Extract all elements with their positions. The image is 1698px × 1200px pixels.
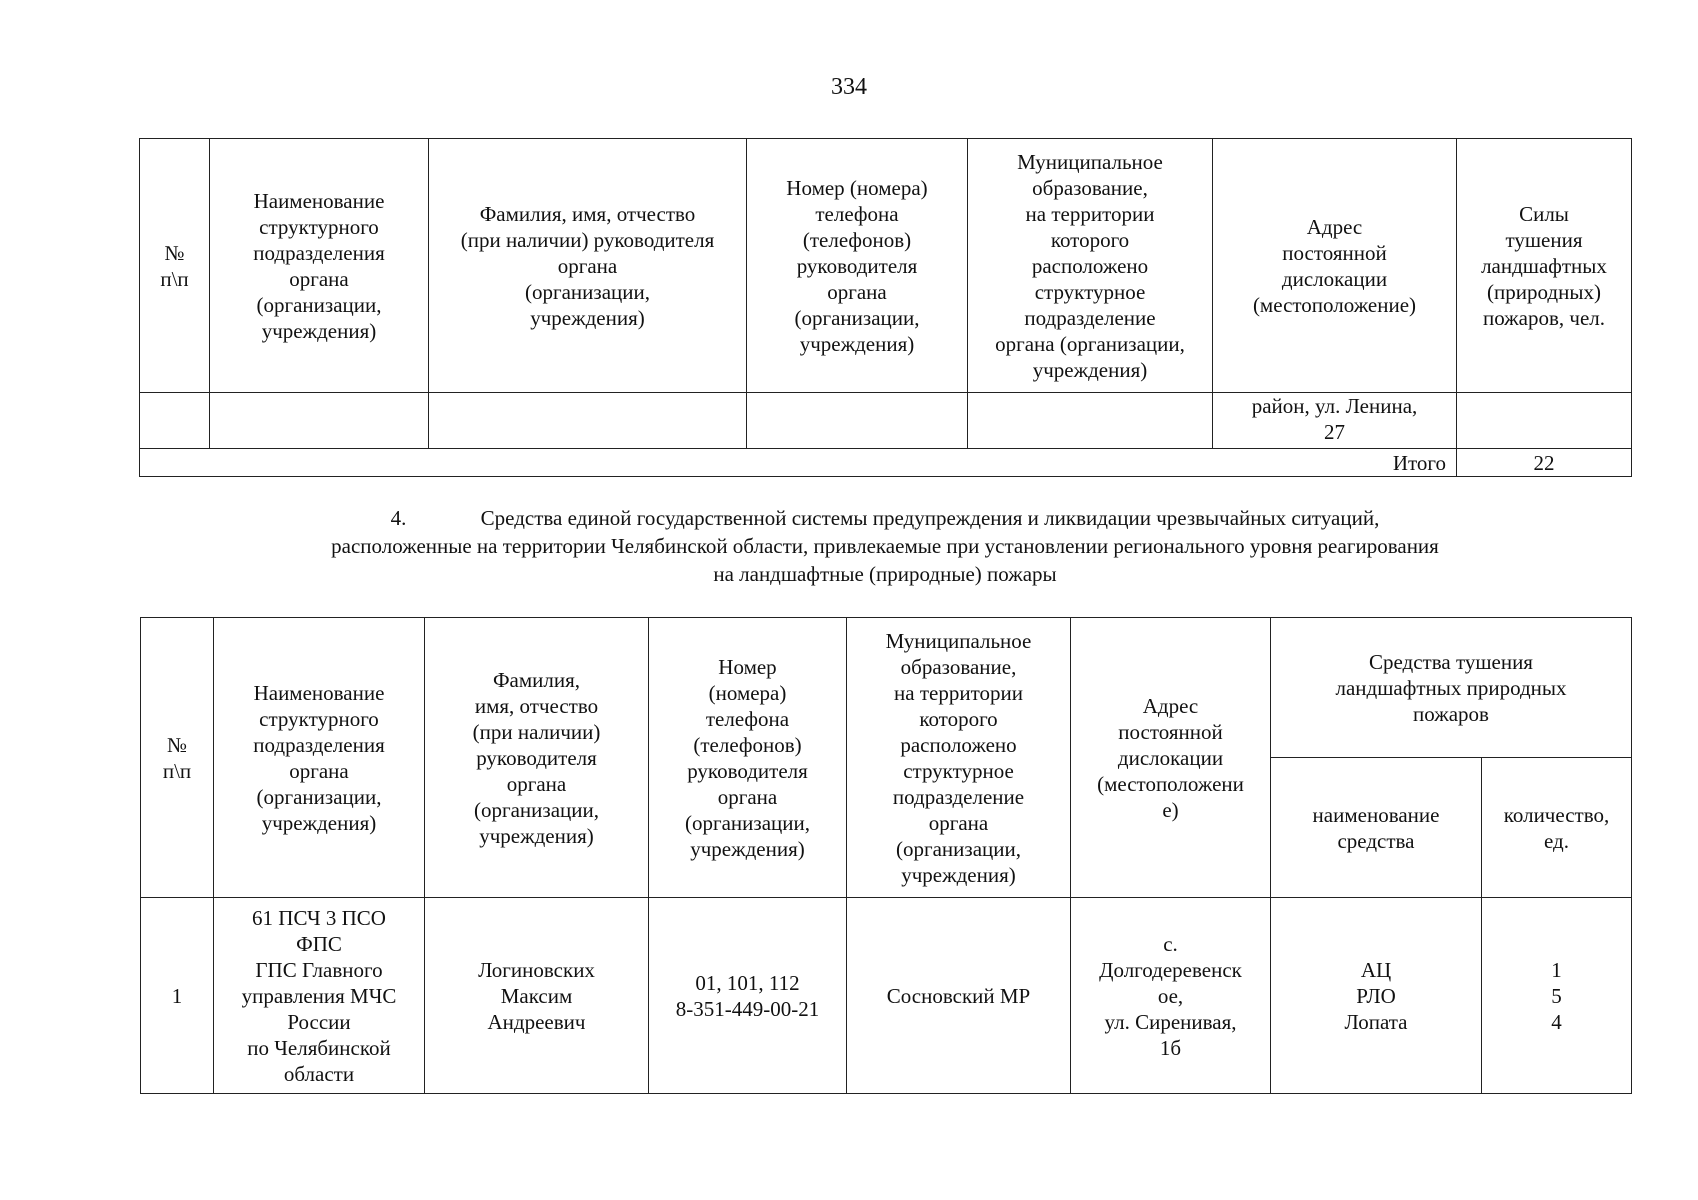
phone-numbers: 01, 101, 112 8-351-449-00-21 — [649, 898, 847, 1094]
section-heading — [160, 504, 1610, 588]
col-header-address: Адрес постоянной дислокации (местоположени е) — [1071, 618, 1271, 898]
means-table-header-row — [141, 618, 1632, 758]
table-cell — [968, 393, 1213, 449]
col-header-unit: Наименование структурного подразделения органа (организации, учреждения) — [210, 139, 429, 393]
col-header-address: Адрес постоянной дислокации (местоположение) — [1213, 139, 1457, 393]
col-header-municipality: Муниципальное образование, на территории которого расположено структурное подразделение органа (организации, учреждения) — [847, 618, 1071, 898]
section-heading-text-1: Средства единой государственной системы предупреждения и ликвидации чрезвычайных ситуаций, — [480, 506, 1380, 530]
section-heading-line-1 — [160, 504, 1610, 532]
table-cell — [140, 393, 210, 449]
means-counts: 1 5 4 — [1482, 898, 1632, 1094]
col-header-phone: Номер (номера) телефона (телефонов) руководителя органа (организации, учреждения) — [747, 139, 968, 393]
section-heading-line-2: расположенные на территории Челябинской области, привлекаемые при установлении регионального уровня реагирования — [331, 534, 1439, 558]
section-number: 4. — [390, 506, 407, 530]
col-header-means: Средства тушения ландшафтных природных пожаров — [1271, 618, 1632, 758]
table-cell — [210, 393, 429, 449]
table-cell — [747, 393, 968, 449]
total-row — [140, 449, 1632, 477]
col-header-head: Фамилия, имя, отчество (при наличии) руководителя органа (организации, учреждения) — [425, 618, 649, 898]
page-number: 334 — [831, 74, 867, 100]
row-number: 1 — [141, 898, 214, 1094]
col-header-head: Фамилия, имя, отчество (при наличии) руководителя органа (организации, учреждения) — [429, 139, 747, 393]
col-header-unit: Наименование структурного подразделения органа (организации, учреждения) — [214, 618, 425, 898]
head-name: Логиновских Максим Андреевич — [425, 898, 649, 1094]
table-cell — [1457, 393, 1632, 449]
unit-name: 61 ПСЧ 3 ПСО ФПС ГПС Главного управления МЧС России по Челябинской области — [214, 898, 425, 1094]
col-header-phone: Номер (номера) телефона (телефонов) руководителя органа (организации, учреждения) — [649, 618, 847, 898]
forces-table-header-row — [140, 139, 1632, 393]
col-header-number: № п\п — [140, 139, 210, 393]
table-cell — [429, 393, 747, 449]
total-label: Итого — [140, 449, 1457, 477]
means-table — [140, 617, 1632, 1094]
forces-table — [139, 138, 1632, 477]
col-header-forces: Силы тушения ландшафтных (природных) пожаров, чел. — [1457, 139, 1632, 393]
section-heading-line-3: на ландшафтные (природные) пожары — [713, 562, 1057, 586]
table-row — [141, 898, 1632, 1094]
means-names: АЦ РЛО Лопата — [1271, 898, 1482, 1094]
col-header-means-count: количество, ед. — [1482, 758, 1632, 898]
table-row — [140, 393, 1632, 449]
address: с. Долгодеревенск ое, ул. Сиренивая, 1б — [1071, 898, 1271, 1094]
col-header-number: № п\п — [141, 618, 214, 898]
address-cell: район, ул. Ленина, 27 — [1213, 393, 1457, 449]
col-header-municipality: Муниципальное образование, на территории которого расположено структурное подразделение органа (организации, учреждения) — [968, 139, 1213, 393]
col-header-means-name: наименование средства — [1271, 758, 1482, 898]
municipality: Сосновский МР — [847, 898, 1071, 1094]
total-value: 22 — [1457, 449, 1632, 477]
